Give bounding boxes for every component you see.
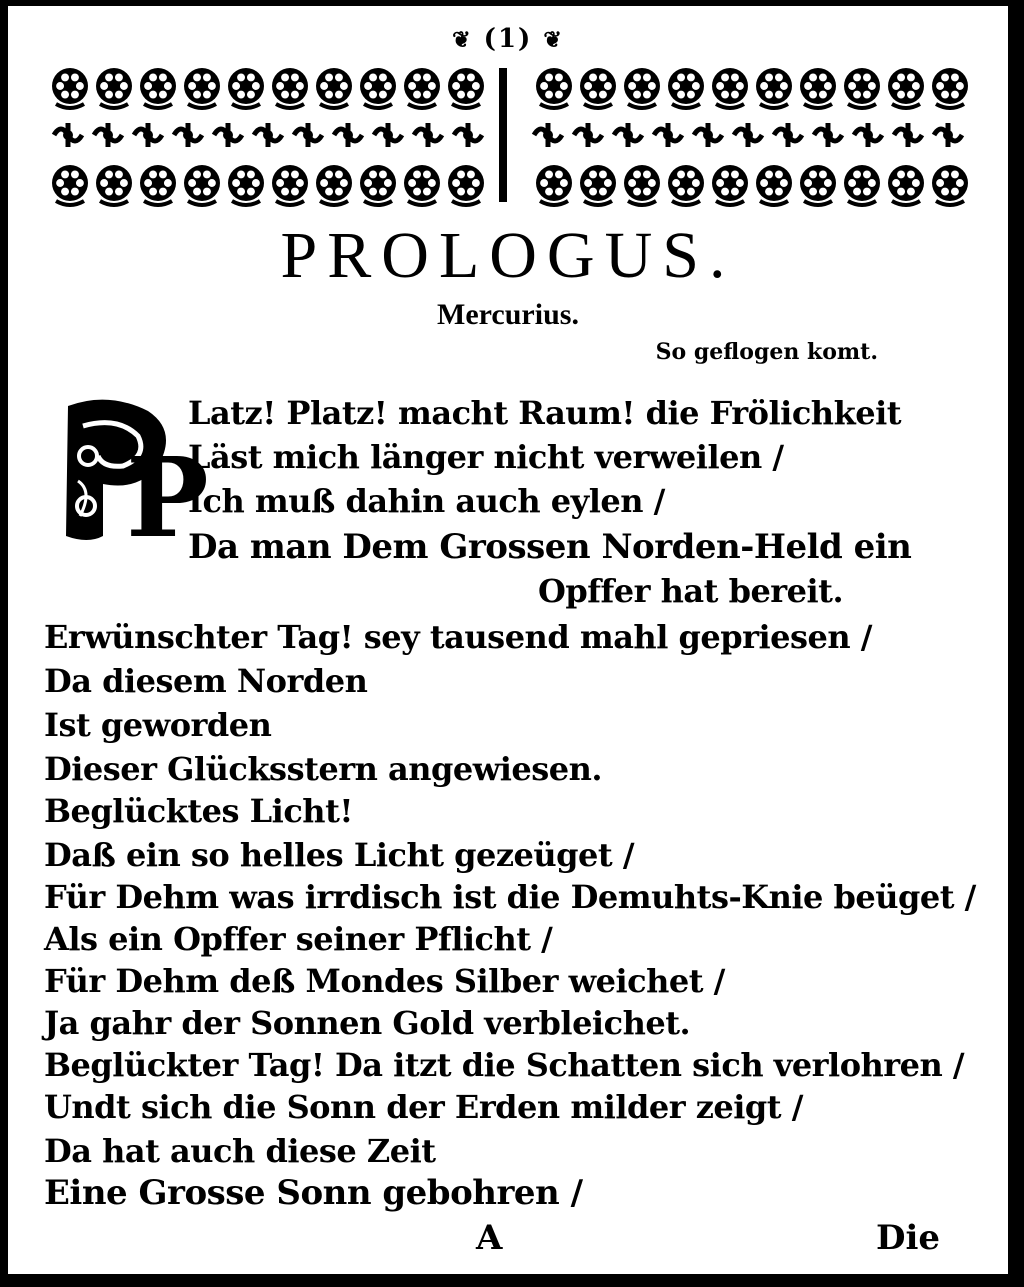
ornament-flower-icon (272, 165, 308, 205)
ornament-flower-icon (734, 123, 762, 147)
ornament-flower-icon (536, 68, 572, 108)
book-page (8, 6, 1008, 1274)
verse-line: Daß ein so helles Licht gezeüget / (44, 836, 635, 874)
verse-line: Beglückter Tag! Da itzt die Schatten sich verlohren / (44, 1046, 965, 1084)
ornament-flower-icon (404, 165, 440, 205)
speaker-name: Mercurius. (437, 298, 579, 331)
verse-line: Läst mich länger nicht verweilen / (188, 438, 784, 476)
ornament-flower-icon (184, 165, 220, 205)
page-number (8, 24, 1008, 54)
ornament-flower-icon (94, 123, 122, 147)
fleuron-right-icon: ❦ (543, 27, 564, 53)
headband-divider (499, 68, 507, 202)
ornament-flower-icon (360, 165, 396, 205)
ornament-flower-icon (624, 165, 660, 205)
signature-mark: A (476, 1218, 503, 1258)
ornament-flower-icon (52, 165, 88, 205)
verse-line: Da man Dem Grossen Norden-Held ein (188, 527, 912, 567)
ornament-flower-icon (184, 68, 220, 108)
ornamental-headband (48, 64, 958, 206)
ornament-flower-icon (668, 68, 704, 108)
ornament-flower-icon (140, 165, 176, 205)
ornament-flower-icon (316, 165, 352, 205)
catchword: Die (876, 1218, 941, 1258)
ornament-flower-icon (360, 68, 396, 108)
ornament-flower-icon (448, 165, 484, 205)
verse-line: Ja gahr der Sonnen Gold verbleichet. (44, 1004, 691, 1042)
ornament-flower-icon (694, 123, 722, 147)
ornament-flower-icon (536, 165, 572, 205)
verse-line: Da hat auch diese Zeit (44, 1132, 436, 1170)
ornament-flower-icon (214, 123, 242, 147)
ornament-flower-icon (844, 165, 880, 205)
verse-line: Undt sich die Sonn der Erden milder zeigt / (44, 1088, 803, 1126)
ornament-flower-icon (624, 68, 660, 108)
svg-text:P: P (126, 433, 209, 562)
ornament-flower-icon (574, 123, 602, 147)
headband-ornament-icon (48, 64, 958, 206)
verse-line: Erwünschter Tag! sey tausend mahl gepriesen / (44, 618, 872, 656)
verse-line: Für Dehm was irrdisch ist die Demuhts-Knie beüget / (44, 878, 976, 916)
verse-line: Latz! Platz! macht Raum! die Frölichkeit (188, 394, 902, 432)
ornament-flower-icon (844, 68, 880, 108)
ornament-flower-icon (134, 123, 162, 147)
ornament-flower-icon (254, 123, 282, 147)
ornament-flower-icon (374, 123, 402, 147)
ornament-flower-icon (334, 123, 362, 147)
verse-line: Da diesem Norden (44, 662, 368, 700)
ornament-flower-icon (712, 165, 748, 205)
ornament-flower-icon (54, 123, 82, 147)
ornament-flower-icon (228, 165, 264, 205)
verse-line: Für Dehm deß Mondes Silber weichet / (44, 962, 725, 1000)
verse-line: Ich muß dahin auch eylen / (188, 482, 665, 520)
page-title: PROLOGUS. (280, 219, 736, 292)
ornament-flower-icon (888, 165, 924, 205)
ornament-flower-icon (580, 68, 616, 108)
ornament-flower-icon (854, 123, 882, 147)
verse-line: Eine Grosse Sonn gebohren / (44, 1173, 583, 1213)
ornament-flower-icon (96, 68, 132, 108)
verse-line: Dieser Glücksstern angewiesen. (44, 750, 603, 788)
ornament-flower-icon (454, 123, 482, 147)
ornament-flower-icon (756, 68, 792, 108)
ornament-flower-icon (932, 165, 968, 205)
scan-border (1010, 0, 1024, 1287)
ornament-flower-icon (534, 123, 562, 147)
stage-direction: So geflogen komt. (655, 339, 878, 365)
ornament-flower-icon (888, 68, 924, 108)
ornament-flower-icon (294, 123, 322, 147)
verse-line: Ist geworden (44, 706, 272, 744)
verse-line: Opffer hat bereit. (538, 572, 844, 610)
page-number-text: (1) (483, 24, 533, 54)
ornament-flower-icon (140, 68, 176, 108)
ornament-flower-icon (712, 68, 748, 108)
ornament-flower-icon (800, 165, 836, 205)
verse-line: Beglücktes Licht! (44, 792, 353, 830)
ornament-flower-icon (756, 165, 792, 205)
fleuron-left-icon: ❦ (452, 27, 473, 53)
ornament-flower-icon (316, 68, 352, 108)
ornament-flower-icon (668, 165, 704, 205)
ornament-flower-icon (934, 123, 962, 147)
ornament-flower-icon (932, 68, 968, 108)
ornament-flower-icon (96, 165, 132, 205)
ornament-flower-icon (774, 123, 802, 147)
ornament-flower-icon (614, 123, 642, 147)
ornament-flower-icon (654, 123, 682, 147)
ornament-flower-icon (52, 68, 88, 108)
ornament-flower-icon (800, 68, 836, 108)
decorated-initial-icon (48, 396, 209, 562)
verse-line: Als ein Opffer seiner Pflicht / (44, 920, 553, 958)
ornament-flower-icon (228, 68, 264, 108)
ornament-flower-icon (894, 123, 922, 147)
decorated-initial (48, 396, 209, 562)
ornament-flower-icon (272, 68, 308, 108)
ornament-flower-icon (580, 165, 616, 205)
ornament-flower-icon (814, 123, 842, 147)
ornament-flower-icon (448, 68, 484, 108)
ornament-flower-icon (404, 68, 440, 108)
ornament-flower-icon (174, 123, 202, 147)
ornament-flower-icon (414, 123, 442, 147)
